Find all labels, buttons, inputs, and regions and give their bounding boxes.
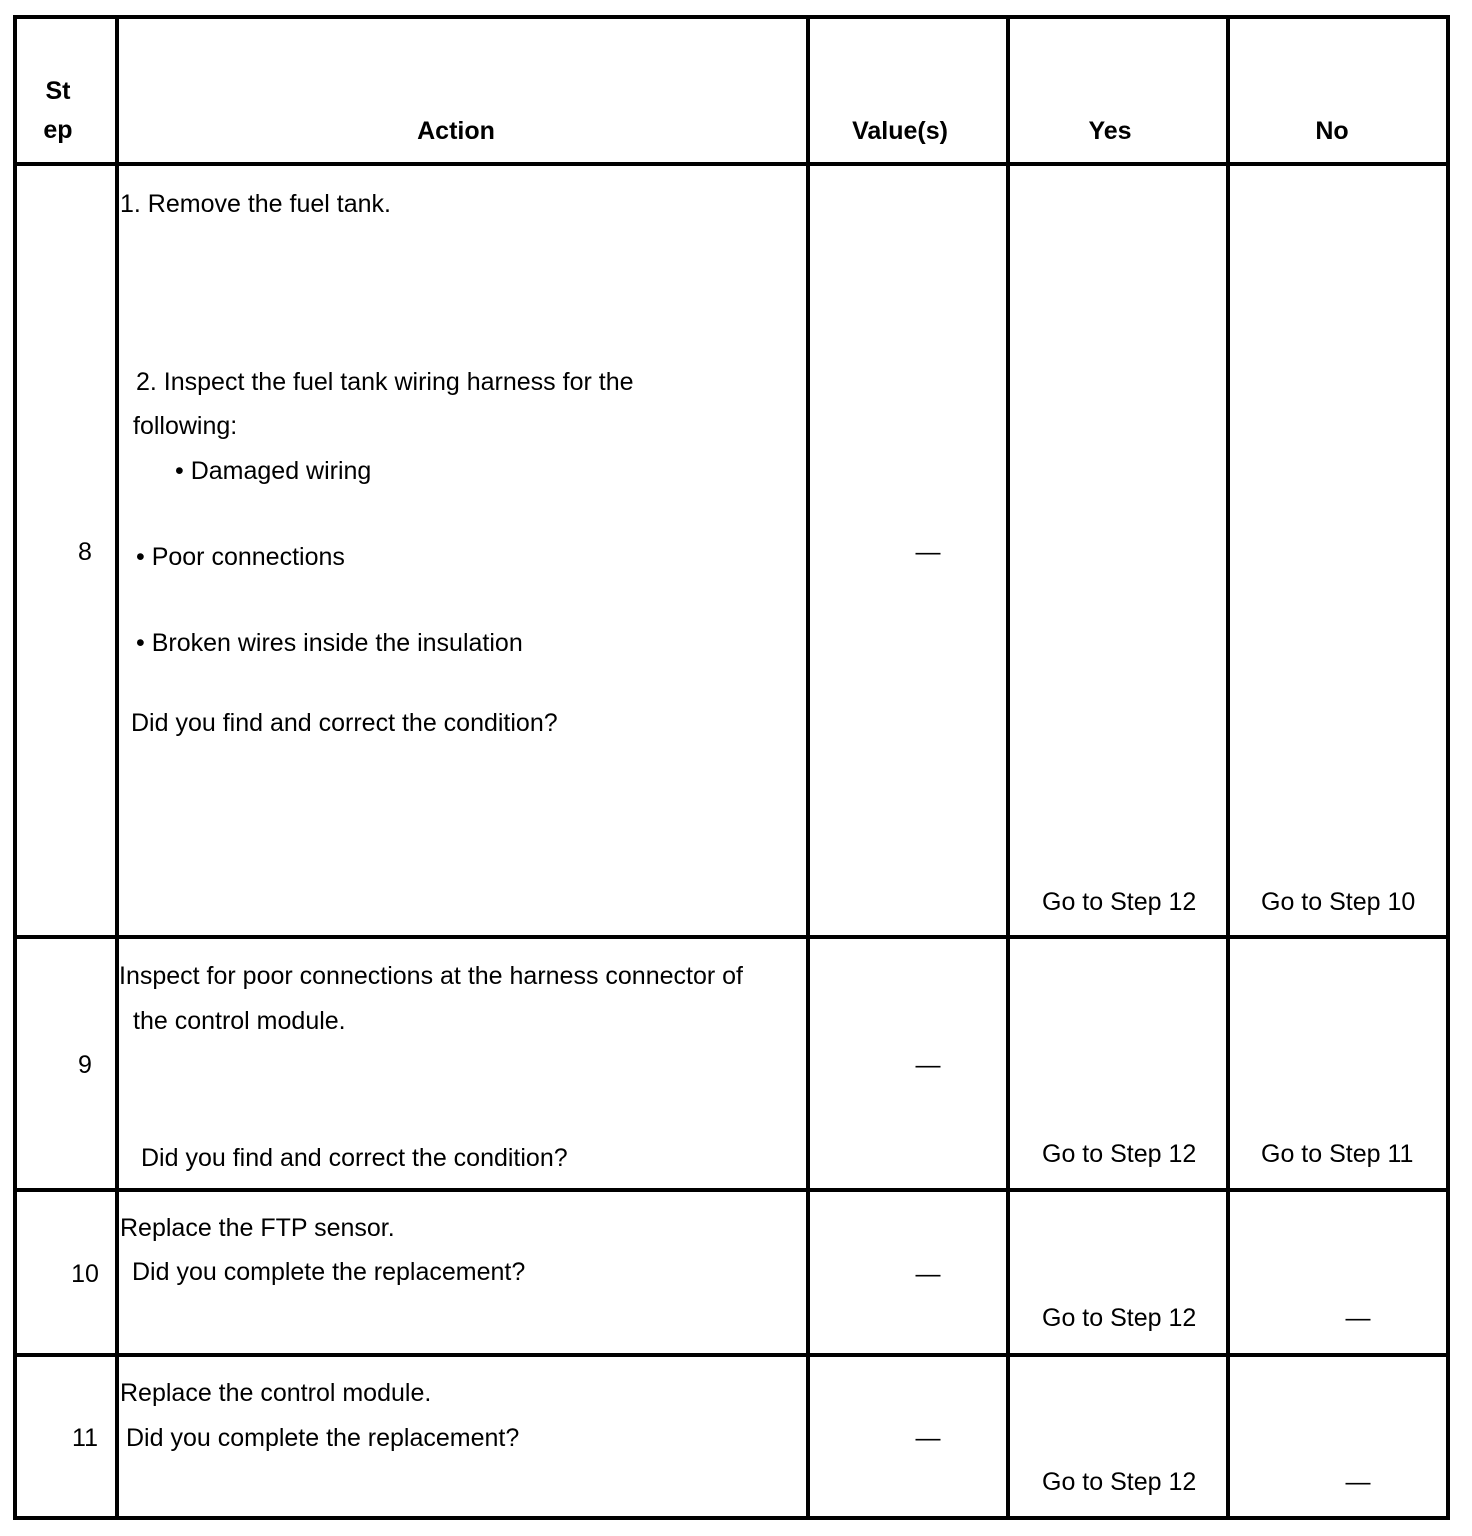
row-10-action-line-1: Replace the FTP sensor. xyxy=(120,1214,395,1242)
header-divider xyxy=(13,162,1450,166)
row-9-action-line-3: Did you find and correct the condition? xyxy=(141,1144,568,1172)
row-11-no: — xyxy=(1345,1468,1371,1496)
row-10-no: — xyxy=(1345,1304,1371,1332)
header-values: Value(s) xyxy=(852,117,948,145)
col-divider-action xyxy=(806,15,810,1520)
row-10-action-line-2: Did you complete the replacement? xyxy=(132,1258,526,1286)
header-step xyxy=(17,76,99,145)
col-divider-values xyxy=(1006,15,1010,1520)
row-8-yes: Go to Step 12 xyxy=(1042,888,1197,916)
row-8-action-line-1: 1. Remove the fuel tank. xyxy=(120,190,391,218)
row-11-action-line-2: Did you complete the replacement? xyxy=(126,1424,520,1452)
col-divider-step xyxy=(115,15,119,1520)
row-11-action-line-1: Replace the control module. xyxy=(120,1379,432,1407)
row-11-value: — xyxy=(915,1424,941,1452)
table-border-right xyxy=(1446,15,1450,1520)
table-border-bottom xyxy=(13,1516,1450,1520)
row-8-value: — xyxy=(915,538,941,566)
header-step-line1: St xyxy=(45,77,71,105)
row-11-step: 11 xyxy=(72,1424,98,1452)
header-yes: Yes xyxy=(1088,117,1132,145)
row-divider-9 xyxy=(13,1188,1450,1192)
table-border-left xyxy=(13,15,17,1520)
row-8-no: Go to Step 10 xyxy=(1261,888,1416,916)
row-10-step: 10 xyxy=(71,1260,99,1288)
header-action: Action xyxy=(417,117,495,145)
header-no: No xyxy=(1315,117,1349,145)
header-step-line2: ep xyxy=(43,116,73,144)
row-8-step: 8 xyxy=(78,538,92,566)
row-9-action-line-1: Inspect for poor connections at the harness connector of xyxy=(119,962,743,990)
col-divider-yes xyxy=(1226,15,1230,1520)
row-8-action-line-4: • Damaged wiring xyxy=(175,457,372,485)
row-9-step: 9 xyxy=(78,1051,92,1079)
row-9-action-line-2: the control module. xyxy=(133,1007,346,1035)
row-8-action-line-7: Did you find and correct the condition? xyxy=(131,709,558,737)
row-10-value: — xyxy=(915,1260,941,1288)
row-8-action-line-2: 2. Inspect the fuel tank wiring harness for the xyxy=(136,368,634,396)
row-9-yes: Go to Step 12 xyxy=(1042,1140,1197,1168)
row-8-action-line-3: following: xyxy=(133,412,238,440)
row-10-yes: Go to Step 12 xyxy=(1042,1304,1197,1332)
row-8-action-line-5: • Poor connections xyxy=(136,543,345,571)
row-9-value: — xyxy=(915,1051,941,1079)
row-divider-8 xyxy=(13,935,1450,939)
row-11-yes: Go to Step 12 xyxy=(1042,1468,1197,1496)
row-divider-10 xyxy=(13,1353,1450,1357)
table-border-top xyxy=(13,15,1450,19)
row-8-action-line-6: • Broken wires inside the insulation xyxy=(136,629,523,657)
row-9-no: Go to Step 11 xyxy=(1261,1140,1414,1168)
